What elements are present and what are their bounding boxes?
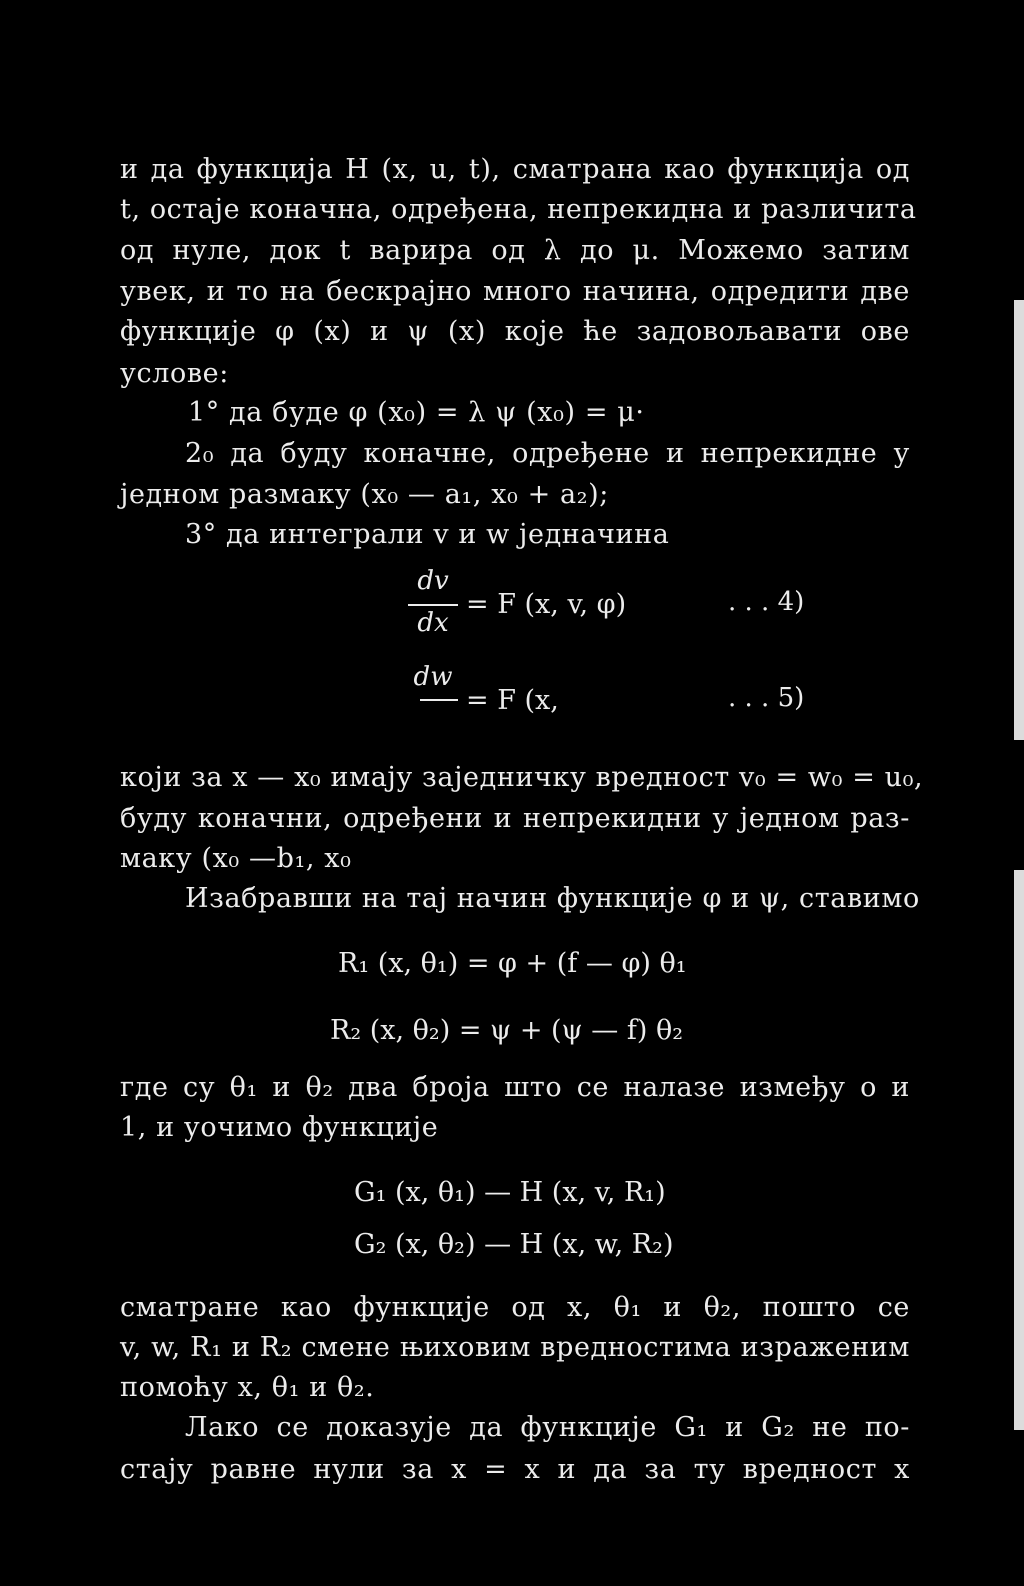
text-line-14: Изабравши на таj начин функције φ и ψ, ставимо <box>185 883 920 914</box>
text-line-20: Лако се доказује да функције G₁ и G₂ не по- <box>185 1412 910 1443</box>
eq5-number: . . . 5) <box>728 683 805 713</box>
text-line-21: стају равне нули за x = x и да за ту вредност x <box>120 1454 910 1485</box>
text-line-2: t, остаје коначна, одређена, непрекидна и различита <box>120 194 917 225</box>
equation-r1: R₁ (x, θ₁) = φ + (f — φ) θ₁ <box>338 948 687 979</box>
eq5-rhs: = F (x, <box>466 685 559 716</box>
eq4-rhs: = F (x, v, φ) <box>466 589 627 620</box>
eq5-fraction-bar <box>420 699 458 701</box>
eq4-number: . . . 4) <box>728 587 805 617</box>
text-line-3: од нуле, док t варира од λ до μ. Можемо затим <box>120 235 910 266</box>
scan-edge-upper <box>1014 300 1024 740</box>
condition-2: 2₀ да буду коначне, одређене и непрекидне у <box>185 438 910 469</box>
eq4-fraction-bar <box>408 604 458 606</box>
text-line-17: сматране као функције од x, θ₁ и θ₂, пошто се <box>120 1292 910 1323</box>
condition-2-cont: једном размаку (x₀ — a₁, x₀ + a₂); <box>120 479 609 510</box>
eq5-numerator: dw <box>413 662 453 692</box>
text-line-11: који за x — x₀ имају заједничку вредност v₀ = w₀ = u₀, <box>120 762 924 793</box>
equation-g1: G₁ (x, θ₁) — H (x, v, R₁) <box>354 1177 666 1208</box>
eq4-numerator: dv <box>417 566 449 596</box>
equation-g2: G₂ (x, θ₂) — H (x, w, R₂) <box>354 1229 674 1260</box>
text-line-1: и да функција H (x, u, t), сматрана као функција од <box>120 154 910 185</box>
text-line-18: v, w, R₁ и R₂ смене њиховим вредностима израженим <box>120 1332 910 1363</box>
equation-r2: R₂ (x, θ₂) = ψ + (ψ — f) θ₂ <box>330 1015 684 1046</box>
text-line-4: увек, и то на бескрајно много начина, одредити две <box>120 276 910 307</box>
scan-edge-lower <box>1014 870 1024 1430</box>
text-line-19: помоћу x, θ₁ и θ₂. <box>120 1372 375 1403</box>
text-line-5: функције φ (x) и ψ (x) које ће задовољавати ове <box>120 316 910 347</box>
eq4-denominator: dx <box>417 608 449 638</box>
text-line-6: услове: <box>120 358 229 389</box>
text-line-13: маку (x₀ —b₁, x₀ <box>120 843 352 874</box>
condition-3: 3° да интеграли v и w једначина <box>185 519 670 550</box>
text-line-16: 1, и уочимо функције <box>120 1112 439 1143</box>
condition-1: 1° да буде φ (x₀) = λ ψ (x₀) = μ· <box>188 397 645 428</box>
text-line-12: буду коначни, одређени и непрекидни у једном раз- <box>120 803 910 834</box>
text-line-15: где су θ₁ и θ₂ два броја што се налазе између o и <box>120 1072 910 1103</box>
